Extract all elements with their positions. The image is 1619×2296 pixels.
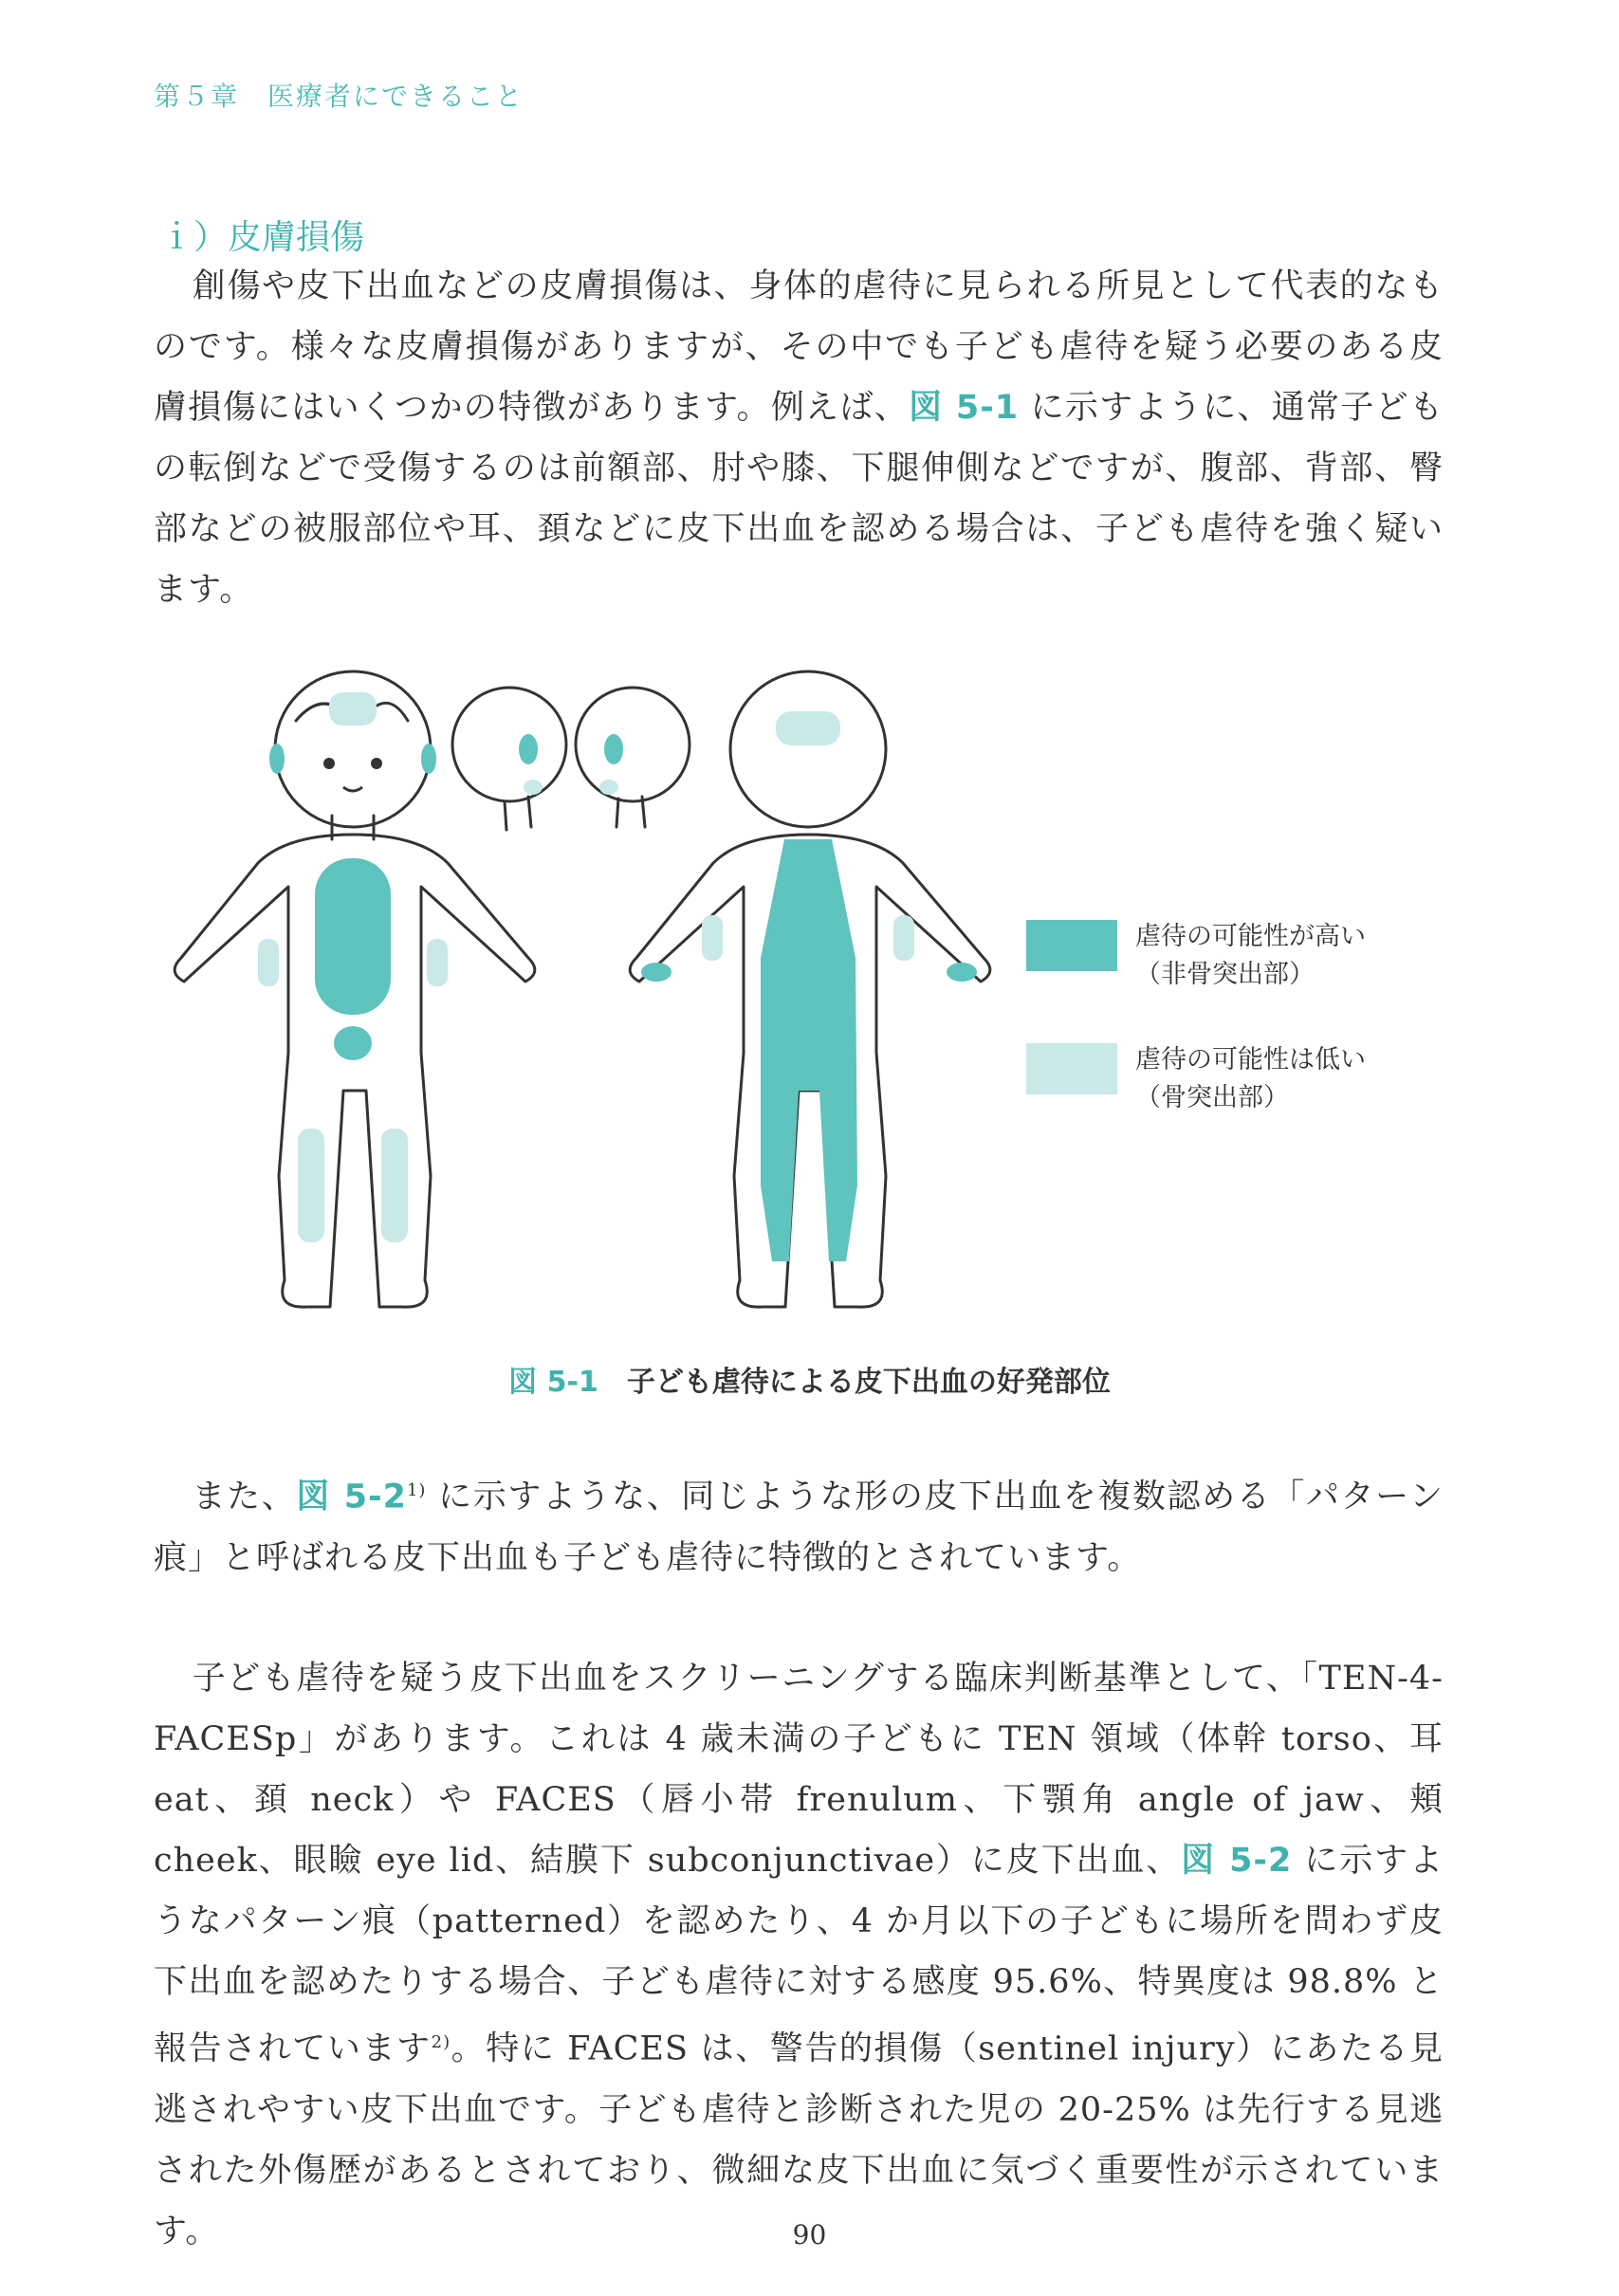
paragraph1-part1: 創傷や皮下出血などの皮膚損傷は、身体的虐待に見られる所見として代表的なものです。様々な皮膚損傷がありますが、その中でも子ども虐待を疑う必要のある皮膚損傷にはいくつかの特徴があります。例えば、 [154,267,1444,427]
zone-shin-right-low [381,1129,408,1242]
zone-elbow-left-low [258,939,279,986]
paragraph3-part1: 子ども虐待を疑う皮下出血をスクリーニングする臨床判断基準として、「TEN-4-FACESp」があります。これは 4 歳未満の子どもに TEN 領域（体幹 torso、耳 eat、頚 neck）や FACES（唇小帯 frenulum、下顎角 angle of jaw、頬 cheek、眼瞼 eye lid、結膜下 subconjunctivae）に皮下出血、 [154,1660,1444,1880]
paragraph-ten4faces [154,1648,1444,2262]
zone-elbow-right-low [427,939,448,986]
zone-back-elbow-left-low [702,915,723,961]
zone-side-cheek-left-low [524,780,543,795]
front-eye-left [323,758,335,769]
zone-back-elbow-right-low [893,915,914,961]
paragraph1-part2: に示すように、通常子どもの転倒などで受傷するのは前額部、肘や膝、下腿伸側などですが、腹部、背部、臀部などの被服部位や耳、頚などに皮下出血を認める場合は、子ども虐待を強く疑います。 [154,389,1444,609]
legend-low [1135,1041,1366,1117]
paragraph-skin-injury [154,256,1444,620]
figure-reference-5-1: 図 5-1 [909,389,1020,427]
zone-side-ear-left-high [519,734,538,764]
paragraph3-part3: 。特に FACES は、警告的損傷（sentinel injury）にあたる見逃されやすい皮下出血です。子ども虐待と診断された児の 20-25% は先行する見逃された外傷歴があるとされており、微細な皮下出血に気づく重要性が示されています。 [154,2030,1444,2250]
legend-high-line2: （非骨突出部） [1135,960,1315,989]
zone-palm-left-high [641,963,672,982]
zone-forehead-low [329,692,377,726]
zone-side-ear-right-high [604,734,623,764]
zone-abdomen-high [315,858,391,1015]
caption-number: 図 5-1 [508,1366,598,1399]
zone-ear-left-high [269,744,285,774]
page-number: 90 [792,2219,827,2250]
legend-swatch-high [1026,920,1117,971]
legend-swatch-low [1026,1043,1117,1094]
front-eye-right [371,758,382,769]
figure-bruise-sites [154,654,1444,1337]
side-head-right [576,688,690,827]
figure-caption [0,1358,1619,1400]
zone-back-head-low [776,711,840,745]
section-heading: ｉ）皮膚損傷 [159,218,365,257]
zone-back-high [761,839,857,1261]
zone-palm-right-high [947,963,977,982]
zone-ear-right-high [421,744,436,774]
paragraph-pattern-marks [154,1460,1444,1589]
paragraph2-part2: に示すような、同じような形の皮下出血を複数認める「パターン痕」と呼ばれる皮下出血も子ども虐待に特徴的とされています。 [154,1478,1444,1577]
zone-shin-left-low [298,1129,324,1242]
body-diagram [154,654,1444,1337]
figure-reference-5-2b: 図 5-2 [1181,1842,1293,1880]
running-header: 第５章 医療者にできること [154,81,524,112]
citation-2: 2) [431,2032,451,2052]
legend-high [1135,918,1366,994]
zone-side-cheek-right-low [599,780,618,795]
figure-reference-5-2: 図 5-2 [296,1478,407,1516]
zone-genital-high [334,1026,372,1060]
caption-text: 子ども虐待による皮下出血の好発部位 [626,1366,1111,1399]
legend-high-line1: 虐待の可能性が高い [1135,922,1366,951]
side-head-left [452,688,566,830]
legend-low-line2: （骨突出部） [1135,1083,1289,1112]
legend-low-line1: 虐待の可能性は低い [1135,1045,1366,1075]
paragraph2-part1: また、 [192,1478,297,1516]
citation-1: 1) [406,1480,427,1500]
paragraph3-part2: に示すようなパターン痕（patterned）を認めたり、4 か月以下の子どもに場所を問わず皮下出血を認めたりする場合、子ども虐待に対する感度 95.6%、特異度は 98.8% と報告されています [154,1842,1444,2068]
